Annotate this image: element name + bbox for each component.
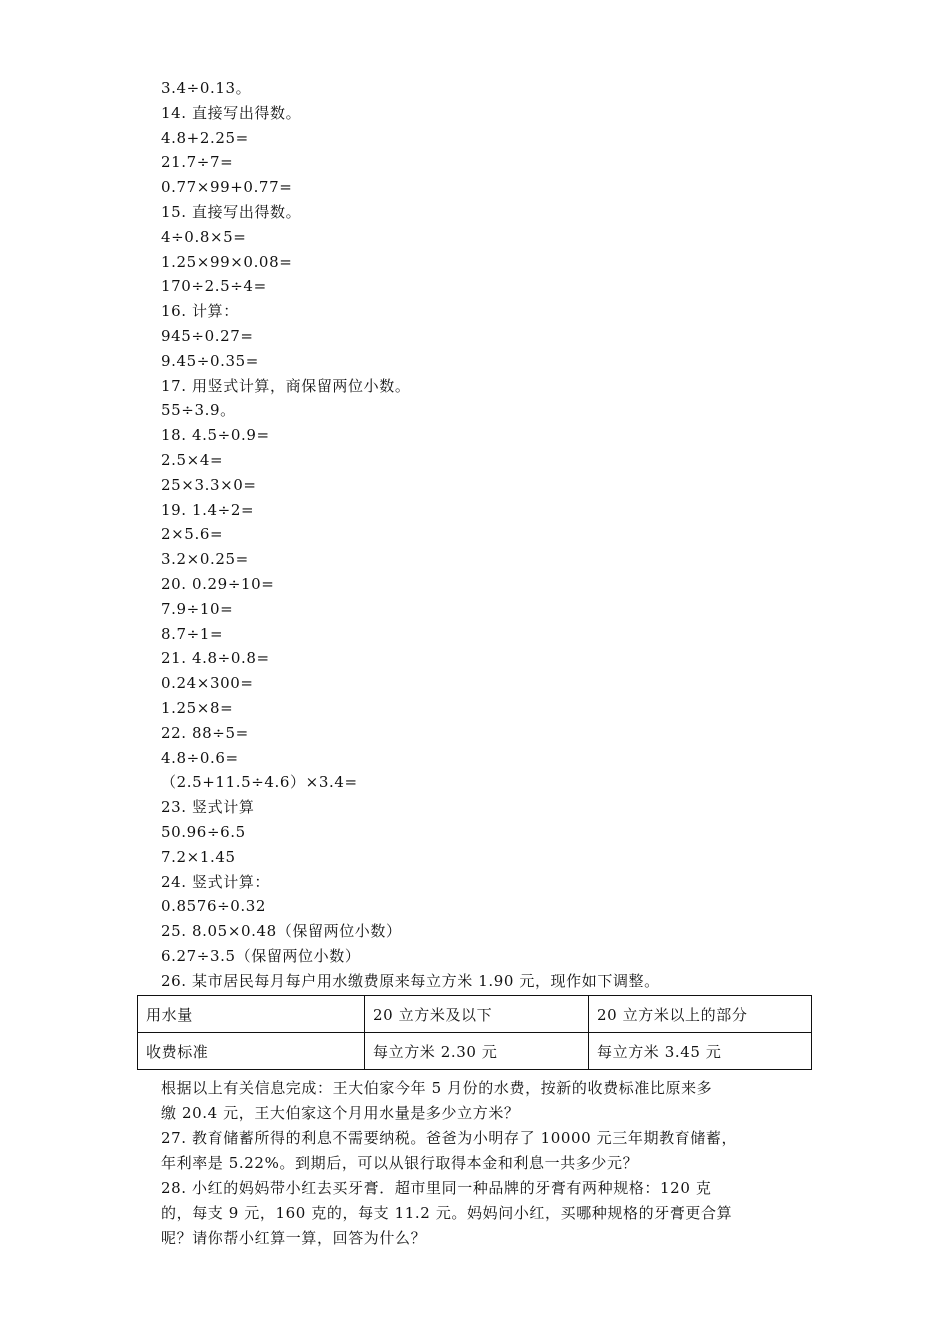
exercise-line: 945÷0.27= <box>161 326 254 345</box>
question-heading: 22. 88÷5= <box>161 723 249 742</box>
exercise-line: 7.2×1.45 <box>161 847 236 866</box>
exercise-line: 7.9÷10= <box>161 599 234 618</box>
exercise-line: 25×3.3×0= <box>161 475 257 494</box>
exercise-line: 2×5.6= <box>161 525 224 544</box>
table-cell: 用水量 <box>138 996 365 1033</box>
exercise-line: 4.8+2.25= <box>161 128 249 147</box>
table-cell: 收费标准 <box>138 1033 365 1070</box>
water-fee-table-wrapper <box>137 995 812 1070</box>
exercise-line: 50.96÷6.5 <box>161 822 246 841</box>
question-heading: 24. 竖式计算： <box>161 872 271 891</box>
exercise-line: 3.2×0.25= <box>161 550 249 569</box>
exercise-line: 1.25×8= <box>161 698 234 717</box>
question-heading: 20. 0.29÷10= <box>161 574 275 593</box>
question-heading: 16. 计算： <box>161 302 239 321</box>
table-row <box>138 996 812 1033</box>
paragraph-line: 呢？请你帮小红算一算，回答为什么？ <box>161 1229 427 1247</box>
exercise-line: 2.5×4= <box>161 450 224 469</box>
question-heading: 14. 直接写出得数。 <box>161 103 302 122</box>
question-heading: 19. 1.4÷2= <box>161 500 255 519</box>
table-row <box>138 1033 812 1070</box>
question-heading: 26. 某市居民每月每户用水缴费原来每立方米 1.90 元，现作如下调整。 <box>161 971 660 990</box>
word-problems <box>161 1076 821 1251</box>
question-heading: 23. 竖式计算 <box>161 798 255 817</box>
question-heading: 21. 4.8÷0.8= <box>161 649 270 668</box>
exercise-line: 9.45÷0.35= <box>161 351 259 370</box>
table-cell: 每立方米 3.45 元 <box>589 1033 812 1070</box>
exercise-line: 4÷0.8×5= <box>161 227 247 246</box>
exercise-line: 170÷2.5÷4= <box>161 277 267 296</box>
exercise-line: （2.5+11.5÷4.6）×3.4= <box>161 773 358 792</box>
paragraph-line: 根据以上有关信息完成：王大伯家今年 5 月份的水费，按新的收费标准比原来多 <box>161 1079 713 1097</box>
exercise-line: 21.7÷7= <box>161 153 234 172</box>
water-fee-table <box>137 995 812 1070</box>
exercise-line: 0.77×99+0.77= <box>161 178 293 197</box>
paragraph-line: 缴 20.4 元，王大伯家这个月用水量是多少立方米？ <box>161 1104 520 1122</box>
paragraph-line: 年利率是 5.22%。到期后，可以从银行取得本金和利息一共多少元？ <box>161 1154 639 1172</box>
exercise-list <box>161 76 811 993</box>
question-heading: 18. 4.5÷0.9= <box>161 426 270 445</box>
table-cell: 20 立方米及以下 <box>365 996 589 1033</box>
paragraph-line: 27. 教育储蓄所得的利息不需要纳税。爸爸为小明存了 10000 元三年期教育储蓄， <box>161 1129 738 1147</box>
exercise-line: 8.7÷1= <box>161 624 224 643</box>
table-cell: 每立方米 2.30 元 <box>365 1033 589 1070</box>
exercise-line: 55÷3.9。 <box>161 401 236 420</box>
exercise-line: 0.8576÷0.32 <box>161 897 267 916</box>
exercise-line: 4.8÷0.6= <box>161 748 239 767</box>
paragraph-line: 的，每支 9 元，160 克的，每支 11.2 元。妈妈问小红，买哪种规格的牙膏更合算 <box>161 1204 733 1222</box>
paragraph-line: 28. 小红的妈妈带小红去买牙膏．超市里同一种品牌的牙膏有两种规格：120 克 <box>161 1179 712 1197</box>
question-heading: 15. 直接写出得数。 <box>161 202 302 221</box>
question-heading: 25. 8.05×0.48（保留两位小数） <box>161 922 402 941</box>
exercise-line: 0.24×300= <box>161 674 254 693</box>
exercise-line: 1.25×99×0.08= <box>161 252 293 271</box>
exercise-line: 6.27÷3.5（保留两位小数） <box>161 946 361 965</box>
question-heading: 17. 用竖式计算，商保留两位小数。 <box>161 376 411 395</box>
exercise-line: 3.4÷0.13。 <box>161 79 252 97</box>
table-cell: 20 立方米以上的部分 <box>589 996 812 1033</box>
